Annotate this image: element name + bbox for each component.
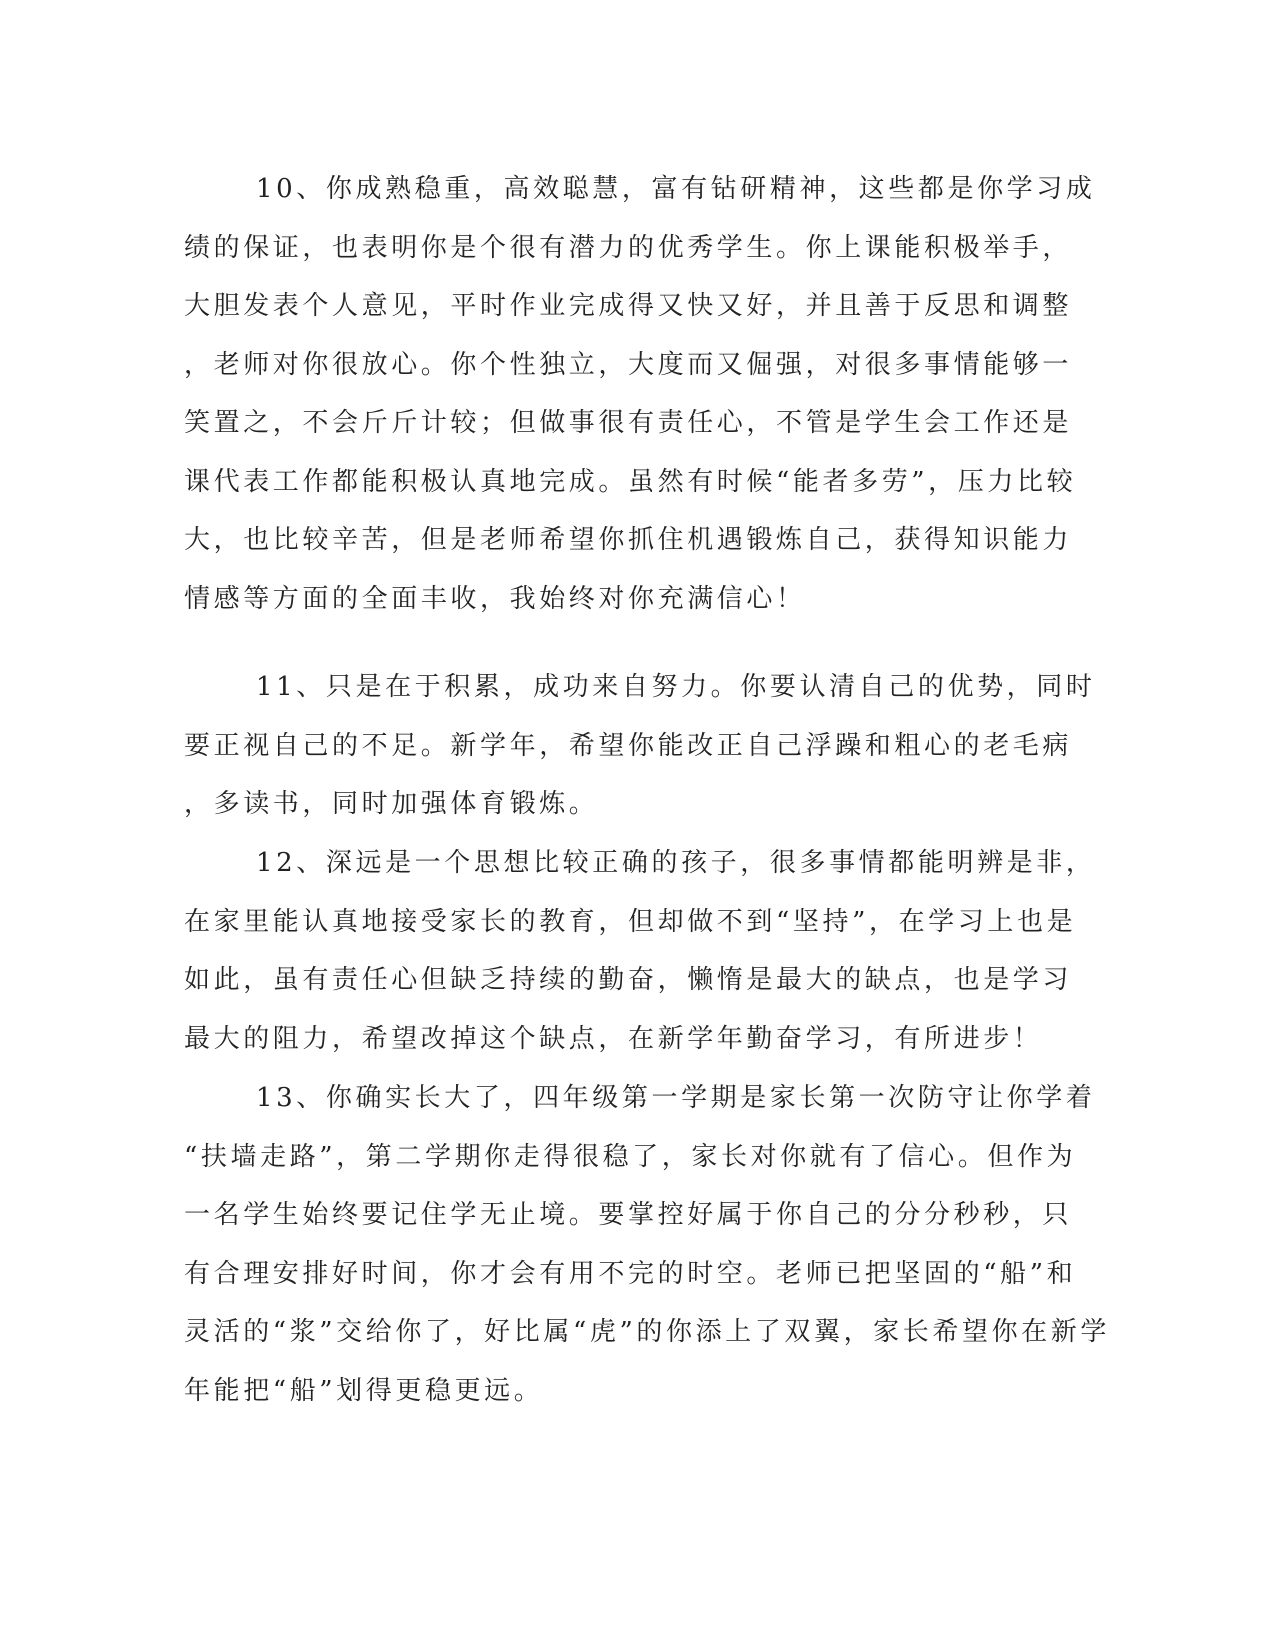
- paragraph-line: 灵活的“浆”交给你了，好比属“虎”的你添上了双翼，家长希望你在新学: [184, 1317, 1110, 1347]
- comment-paragraph-13: [184, 1069, 1110, 1420]
- paragraph-line: 12、深远是一个思想比较正确的孩子，很多事情都能明辨是非，: [256, 848, 1096, 878]
- paragraph-line: 绩的保证，也表明你是个很有潜力的优秀学生。你上课能积极举手，: [184, 232, 1073, 263]
- paragraph-line: 最大的阻力，希望改掉这个缺点，在新学年勤奋学习，有所进步！: [184, 1023, 1043, 1054]
- comment-paragraph-10: [184, 160, 1096, 628]
- paragraph-line: 一名学生始终要记住学无止境。要掌控好属于你自己的分分秒秒，只: [184, 1200, 1073, 1230]
- paragraph-line: 在家里能认真地接受家长的教育，但却做不到“坚持”，在学习上也是: [184, 906, 1077, 937]
- paragraph-line: 年能把“船”划得更稳更远。: [184, 1375, 544, 1406]
- paragraph-line: 笑置之，不会斤斤计较；但做事很有责任心，不管是学生会工作还是: [184, 408, 1073, 438]
- paragraph-line: 课代表工作都能积极认真地完成。虽然有时候“能者多劳”，压力比较: [184, 466, 1077, 497]
- paragraph-line: 情感等方面的全面丰收，我始终对你充满信心！: [184, 583, 806, 614]
- paragraph-line: 13、你确实长大了，四年级第一学期是家长第一次防守让你学着: [256, 1083, 1096, 1113]
- paragraph-line: “扶墙走路”，第二学期你走得很稳了，家长对你就有了信心。但作为: [184, 1141, 1077, 1172]
- paragraph-line: 如此，虽有责任心但缺乏持续的勤奋，懒惰是最大的缺点，也是学习: [184, 965, 1073, 995]
- paragraph-line: 大胆发表个人意见，平时作业完成得又快又好，并且善于反思和调整: [184, 291, 1073, 321]
- paragraph-line: 有合理安排好时间，你才会有用不完的时空。老师已把坚固的“船”和: [184, 1258, 1077, 1289]
- paragraph-line: 要正视自己的不足。新学年，希望你能改正自己浮躁和粗心的老毛病: [184, 730, 1073, 761]
- comment-paragraph-11: [184, 658, 1096, 834]
- paragraph-line: ，老师对你很放心。你个性独立，大度而又倔强，对很多事情能够一: [184, 349, 1073, 380]
- paragraph-line: 大，也比较辛苦，但是老师希望你抓住机遇锻炼自己，获得知识能力: [184, 525, 1073, 555]
- paragraph-line: ，多读书，同时加强体育锻炼。: [184, 789, 599, 819]
- paragraph-line: 11、只是在于积累，成功来自努力。你要认清自己的优势，同时: [256, 672, 1096, 702]
- paragraph-line: 10、你成熟稳重，高效聪慧，富有钻研精神，这些都是你学习成: [256, 174, 1096, 204]
- comment-paragraph-12: [184, 834, 1096, 1068]
